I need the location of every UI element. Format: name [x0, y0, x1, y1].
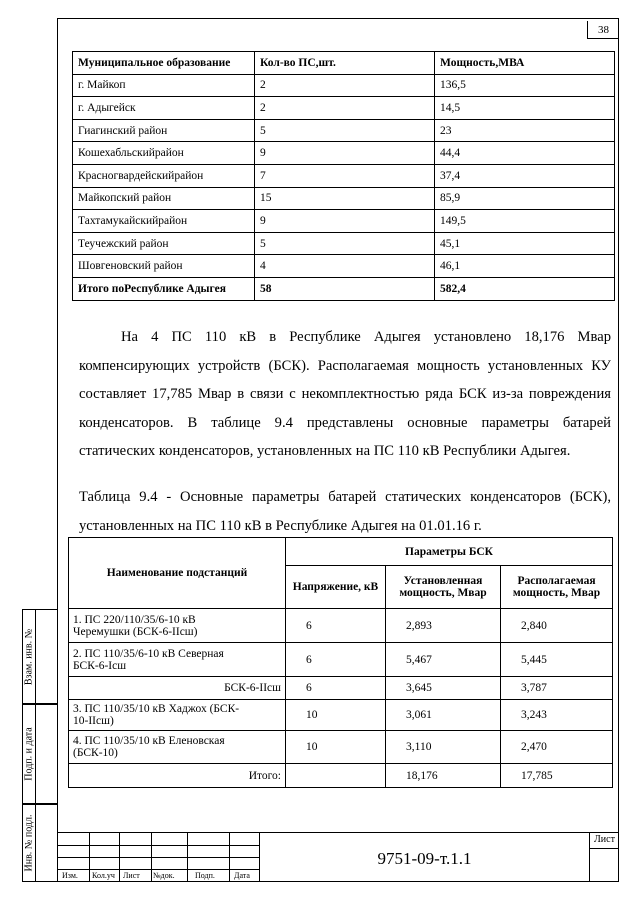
table-row	[69, 643, 613, 677]
cell: 14,5	[435, 97, 615, 120]
side-field-sign-date	[22, 704, 58, 804]
cell: 23	[435, 119, 615, 142]
cell: 9	[255, 210, 435, 233]
installed-cell: 3,645	[386, 677, 501, 700]
table-row	[69, 609, 613, 643]
cell: Теучежский район	[73, 232, 255, 255]
header-cell: Муниципальное образование	[73, 52, 255, 75]
revision-grid	[57, 832, 259, 882]
table-row	[73, 97, 615, 120]
side-label: Подп. и дата	[23, 727, 35, 781]
substation-name-cell	[69, 700, 286, 731]
caption: Изм.	[62, 871, 78, 880]
cell: 15	[255, 187, 435, 210]
cell: г. Майкоп	[73, 74, 255, 97]
cell: 582,4	[435, 277, 615, 300]
cell: 85,9	[435, 187, 615, 210]
cell: Кошехабльскийрайон	[73, 142, 255, 165]
total-installed: 18,176	[386, 764, 501, 788]
total-available: 17,785	[501, 764, 613, 788]
installed-cell: 3,061	[386, 700, 501, 731]
cell: 5	[255, 119, 435, 142]
voltage-cell: 6	[286, 609, 386, 643]
cell: 37,4	[435, 164, 615, 187]
cell: 9	[255, 142, 435, 165]
substation-name-cell	[69, 609, 286, 643]
table-row	[73, 210, 615, 233]
available-cell: 3,243	[501, 700, 613, 731]
caption: Кол.уч	[92, 871, 115, 880]
installed-cell: 5,467	[386, 643, 501, 677]
total-label: Итого:	[69, 764, 286, 788]
cell: Шовгеновский район	[73, 255, 255, 278]
body-paragraph: На 4 ПС 110 кВ в Республике Адыгея установлено 18,176 Мвар компенсирующих устройств (БСК). Располагаемая мощность установленных КУ составляет 17,785 Мвар в связи с некомплектностью ряда БСК из-за повреждения конденсаторов. В таблице 9.4 представлены основные параметры батарей статических конденсаторов, установленных на ПС 110 кВ Республики Адыгея.	[79, 329, 611, 459]
table-row	[69, 700, 613, 731]
available-cell: 2,840	[501, 609, 613, 643]
available-cell: 5,445	[501, 643, 613, 677]
table-total-row	[69, 764, 613, 788]
cell: 58	[255, 277, 435, 300]
header-substation-name: Наименование подстанций	[69, 538, 286, 609]
side-label: Инв. № подл.	[23, 814, 35, 872]
table-row	[73, 74, 615, 97]
substation-name-cell	[69, 643, 286, 677]
sheet-box	[589, 832, 619, 882]
cell: 46,1	[435, 255, 615, 278]
cell: 45,1	[435, 232, 615, 255]
header-voltage: Напряжение, кВ	[286, 566, 386, 609]
table-total-row	[73, 277, 615, 300]
cell: 7	[255, 164, 435, 187]
table-row	[73, 255, 615, 278]
name-line: Черемушки (БСК-6-IIсш)	[73, 625, 198, 638]
table-row	[69, 731, 613, 764]
cell: Гиагинский район	[73, 119, 255, 142]
available-cell: 2,470	[501, 731, 613, 764]
table-row	[69, 677, 613, 700]
name-line: 10-IIсш)	[73, 715, 114, 727]
side-field-inv-original	[22, 804, 58, 882]
name-line: (БСК-10)	[73, 747, 118, 759]
side-label: Взам. инв. №	[23, 628, 35, 685]
table-caption: Таблица 9.4 - Основные параметры батарей статических конденсаторов (БСК), установленных на ПС 110 кВ в Республике Адыгея на 01.01.16 г.	[79, 489, 611, 534]
voltage-cell: 10	[286, 731, 386, 764]
table-header-row	[73, 52, 615, 75]
cell: 4	[255, 255, 435, 278]
voltage-cell: 6	[286, 643, 386, 677]
header-cell: Кол-во ПС,шт.	[255, 52, 435, 75]
cell: 136,5	[435, 74, 615, 97]
cell: Итого поРеспублике Адыгея	[73, 277, 255, 300]
header-available-power: Располагаемая мощность, Мвар	[501, 566, 613, 609]
cell: 2	[255, 74, 435, 97]
voltage-cell: 6	[286, 677, 386, 700]
table-row	[73, 164, 615, 187]
caption: Подп.	[195, 871, 215, 880]
name-line: БСК-6-Iсш	[73, 659, 127, 672]
document-code: 9751-09-т.1.1	[259, 832, 589, 882]
cell: г. Адыгейск	[73, 97, 255, 120]
cell: 2	[255, 97, 435, 120]
municipal-substations-table	[72, 51, 615, 301]
sheet-label: Лист	[594, 834, 615, 845]
side-field-replace-inv	[22, 609, 58, 704]
table-row	[73, 187, 615, 210]
caption: Лист	[123, 871, 140, 880]
title-block	[57, 832, 619, 882]
voltage-cell: 10	[286, 700, 386, 731]
empty-cell	[286, 764, 386, 788]
substation-name-cell: БСК-6-IIсш	[69, 677, 286, 700]
name-line: 4. ПС 110/35/10 кВ Еленовская	[73, 735, 225, 747]
installed-cell: 2,893	[386, 609, 501, 643]
name-line: 3. ПС 110/35/10 кВ Хаджох (БСК-	[73, 703, 240, 715]
name-line: 1. ПС 220/110/35/6-10 кВ	[73, 613, 196, 626]
header-bsk-params: Параметры БСК	[286, 538, 613, 566]
cell: Тахтамукайскийрайон	[73, 210, 255, 233]
substation-name-cell	[69, 731, 286, 764]
cell: 5	[255, 232, 435, 255]
caption: №док.	[153, 871, 175, 880]
cell: Красногвардейскийрайон	[73, 164, 255, 187]
bsk-parameters-table	[68, 537, 613, 788]
installed-cell: 3,110	[386, 731, 501, 764]
table-row	[73, 119, 615, 142]
cell: 149,5	[435, 210, 615, 233]
page-number: 38	[587, 21, 619, 39]
available-cell: 3,787	[501, 677, 613, 700]
cell: Майкопский район	[73, 187, 255, 210]
table-row	[73, 142, 615, 165]
cell: 44,4	[435, 142, 615, 165]
table-row	[73, 232, 615, 255]
header-installed-power: Установленная мощность, Мвар	[386, 566, 501, 609]
caption: Дата	[234, 871, 250, 880]
header-cell: Мощность,МВА	[435, 52, 615, 75]
name-line: 2. ПС 110/35/6-10 кВ Северная	[73, 647, 224, 660]
